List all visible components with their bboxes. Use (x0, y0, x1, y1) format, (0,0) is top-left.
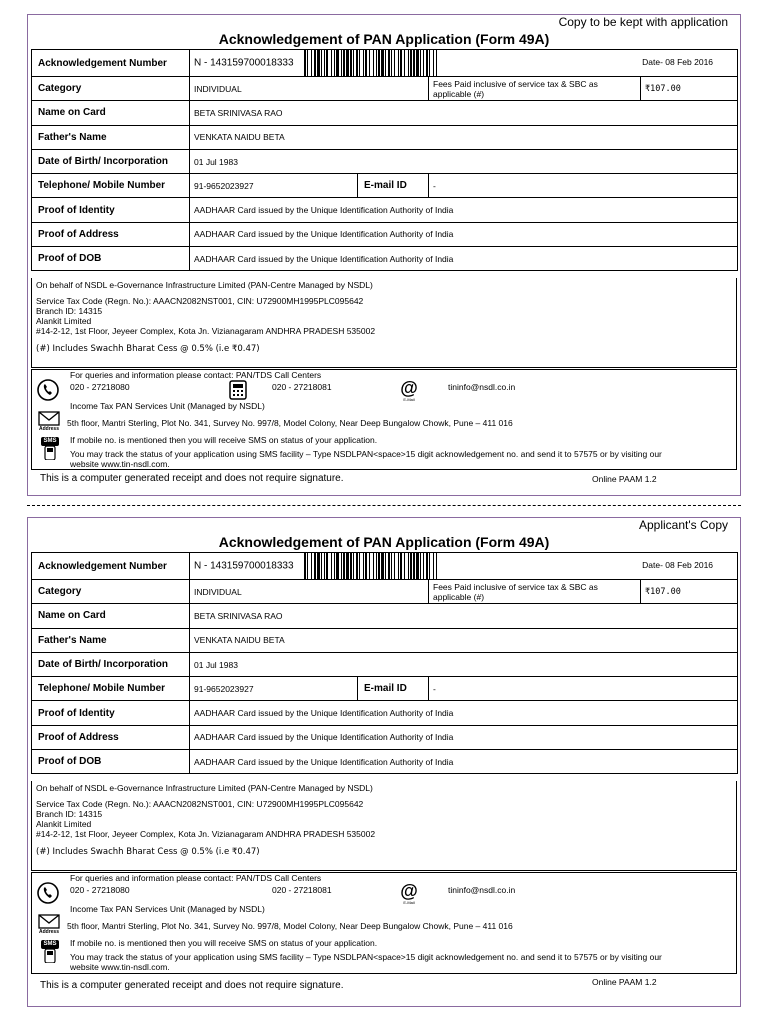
sms-note: If mobile no. is mentioned then you will receive SMS on status of your application. (70, 435, 378, 445)
proof-identity-value: AADHAAR Card issued by the Unique Identification Authority of India (190, 198, 738, 222)
cess-note: (#) Includes Swachh Bharat Cess @ 0.5% (i.e ₹0.47) (36, 847, 260, 857)
agency-name: Alankit Limited (36, 819, 92, 829)
category-value: INDIVIDUAL (190, 77, 429, 101)
envelope-icon (37, 913, 61, 935)
application-details-table (31, 552, 738, 774)
barcode (304, 50, 516, 76)
contact-header: For queries and information please contact: PAN/TDS Call Centers (70, 370, 322, 380)
issuer-info (31, 781, 737, 871)
sms-icon (39, 939, 61, 963)
agency-address: #14-2-12, 1st Floor, Jeyeer Complex, Kota Jn. Vizianagaram ANDHRA PRADESH 535002 (36, 326, 376, 336)
sms-icon-text: SMS (43, 940, 57, 947)
ack-number-value: N - 143159700018333 (194, 57, 294, 69)
category-label: Category (32, 580, 190, 604)
contact-section (31, 369, 737, 470)
proof-address-label: Proof of Address (32, 725, 190, 749)
footer-note: This is a computer generated receipt and does not require signature. (40, 980, 344, 991)
contact-header: For queries and information please contact: PAN/TDS Call Centers (70, 873, 322, 883)
issuer-line: On behalf of NSDL e-Governance Infrastructure Limited (PAN-Centre Managed by NSDL) (36, 280, 373, 290)
phone-number-1: 020 - 27218080 (70, 885, 130, 895)
sms-icon (39, 436, 61, 460)
fax-icon (228, 379, 248, 401)
phone-label: Telephone/ Mobile Number (32, 677, 190, 701)
category-value: INDIVIDUAL (190, 580, 429, 604)
sms-track-website: website www.tin-nsdl.com. (70, 459, 170, 469)
ack-date: Date- 08 Feb 2016 (642, 57, 714, 67)
agency-name: Alankit Limited (36, 316, 92, 326)
ack-number-value: N - 143159700018333 (194, 560, 294, 572)
dob-value: 01 Jul 1983 (190, 149, 738, 173)
copy-label: Copy to be kept with application (558, 15, 728, 29)
address-caption: Address (38, 425, 59, 432)
acknowledgement-copy-office (27, 14, 741, 496)
email-icon: @ E-Mail (400, 377, 418, 402)
cess-note: (#) Includes Swachh Bharat Cess @ 0.5% (i.e ₹0.47) (36, 344, 260, 354)
contact-section (31, 872, 737, 974)
father-name-label: Father's Name (32, 628, 190, 652)
contact-email: tininfo@nsdl.co.in (448, 382, 516, 392)
category-label: Category (32, 77, 190, 101)
address-caption: Address (38, 928, 59, 935)
application-details-table (31, 49, 738, 271)
branch-id: Branch ID: 14315 (36, 306, 103, 316)
copy-label: Applicant's Copy (638, 518, 728, 532)
fees-text: Fees Paid inclusive of service tax & SBC as applicable (#) (429, 580, 641, 604)
father-name-label: Father's Name (32, 125, 190, 149)
email-value: - (429, 174, 738, 198)
name-value: BETA SRINIVASA RAO (190, 604, 738, 628)
ack-date: Date- 08 Feb 2016 (642, 560, 714, 570)
ack-number-label: Acknowledgement Number (32, 50, 190, 77)
proof-dob-value: AADHAAR Card issued by the Unique Identification Authority of India (190, 750, 738, 774)
ack-number-label: Acknowledgement Number (32, 553, 190, 580)
sms-track-website: website www.tin-nsdl.com. (70, 962, 170, 972)
email-value: - (429, 677, 738, 701)
version-label: Online PAAM 1.2 (592, 977, 657, 987)
email-icon: @ E-Mail (400, 880, 418, 905)
service-unit-address: 5th floor, Mantri Sterling, Plot No. 341, Survey No. 997/8, Model Colony, Near Deep Bungalow Chowk, Pune – 411 016 (67, 418, 513, 428)
barcode (304, 553, 516, 579)
acknowledgement-copy-applicant (27, 517, 741, 1007)
cut-line-divider (27, 505, 741, 506)
proof-address-value: AADHAAR Card issued by the Unique Identification Authority of India (190, 222, 738, 246)
proof-identity-label: Proof of Identity (32, 701, 190, 725)
service-unit-name: Income Tax PAN Services Unit (Managed by NSDL) (70, 904, 265, 914)
phone-number-2: 020 - 27218081 (272, 885, 332, 895)
proof-dob-value: AADHAAR Card issued by the Unique Identification Authority of India (190, 247, 738, 271)
footer-note: This is a computer generated receipt and does not require signature. (40, 473, 344, 484)
version-label: Online PAAM 1.2 (592, 474, 657, 484)
phone-value: 91-9652023927 (190, 677, 358, 701)
contact-email: tininfo@nsdl.co.in (448, 885, 516, 895)
issuer-info (31, 278, 737, 368)
document-title: Acknowledgement of PAN Application (Form 49A) (218, 31, 550, 47)
service-tax-code: Service Tax Code (Regn. No.): AAACN2082NST001, CIN: U72900MH1995PLC095642 (36, 296, 364, 306)
phone-icon (37, 882, 59, 904)
email-icon-caption: E-Mail (403, 899, 415, 905)
proof-dob-label: Proof of DOB (32, 247, 190, 271)
service-unit-name: Income Tax PAN Services Unit (Managed by NSDL) (70, 401, 265, 411)
phone-icon (37, 379, 59, 401)
sms-track-info: You may track the status of your application using SMS facility – Type NSDLPAN<space>15 digit acknowledgement no. and send it to 57575 or by visiting our (70, 449, 662, 459)
proof-address-label: Proof of Address (32, 222, 190, 246)
dob-label: Date of Birth/ Incorporation (32, 652, 190, 676)
service-unit-address: 5th floor, Mantri Sterling, Plot No. 341, Survey No. 997/8, Model Colony, Near Deep Bungalow Chowk, Pune – 411 016 (67, 921, 513, 931)
fees-text: Fees Paid inclusive of service tax & SBC as applicable (#) (429, 77, 641, 101)
document-title: Acknowledgement of PAN Application (Form 49A) (218, 534, 550, 550)
email-icon-caption: E-Mail (403, 396, 415, 402)
proof-address-value: AADHAAR Card issued by the Unique Identification Authority of India (190, 725, 738, 749)
fees-value: ₹107.00 (641, 77, 738, 101)
proof-identity-label: Proof of Identity (32, 198, 190, 222)
father-name-value: VENKATA NAIDU BETA (190, 628, 738, 652)
dob-label: Date of Birth/ Incorporation (32, 149, 190, 173)
phone-number-1: 020 - 27218080 (70, 382, 130, 392)
proof-identity-value: AADHAAR Card issued by the Unique Identification Authority of India (190, 701, 738, 725)
father-name-value: VENKATA NAIDU BETA (190, 125, 738, 149)
sms-icon-text: SMS (43, 437, 57, 444)
service-tax-code: Service Tax Code (Regn. No.): AAACN2082NST001, CIN: U72900MH1995PLC095642 (36, 799, 364, 809)
name-value: BETA SRINIVASA RAO (190, 101, 738, 125)
sms-track-info: You may track the status of your application using SMS facility – Type NSDLPAN<space>15 digit acknowledgement no. and send it to 57575 or by visiting our (70, 952, 662, 962)
email-label: E-mail ID (358, 174, 429, 198)
email-label: E-mail ID (358, 677, 429, 701)
phone-value: 91-9652023927 (190, 174, 358, 198)
agency-address: #14-2-12, 1st Floor, Jeyeer Complex, Kota Jn. Vizianagaram ANDHRA PRADESH 535002 (36, 829, 376, 839)
envelope-icon (37, 410, 61, 432)
name-label: Name on Card (32, 604, 190, 628)
phone-label: Telephone/ Mobile Number (32, 174, 190, 198)
dob-value: 01 Jul 1983 (190, 652, 738, 676)
phone-number-2: 020 - 27218081 (272, 382, 332, 392)
sms-note: If mobile no. is mentioned then you will receive SMS on status of your application. (70, 938, 378, 948)
fees-value: ₹107.00 (641, 580, 738, 604)
name-label: Name on Card (32, 101, 190, 125)
issuer-line: On behalf of NSDL e-Governance Infrastructure Limited (PAN-Centre Managed by NSDL) (36, 783, 373, 793)
proof-dob-label: Proof of DOB (32, 750, 190, 774)
branch-id: Branch ID: 14315 (36, 809, 103, 819)
